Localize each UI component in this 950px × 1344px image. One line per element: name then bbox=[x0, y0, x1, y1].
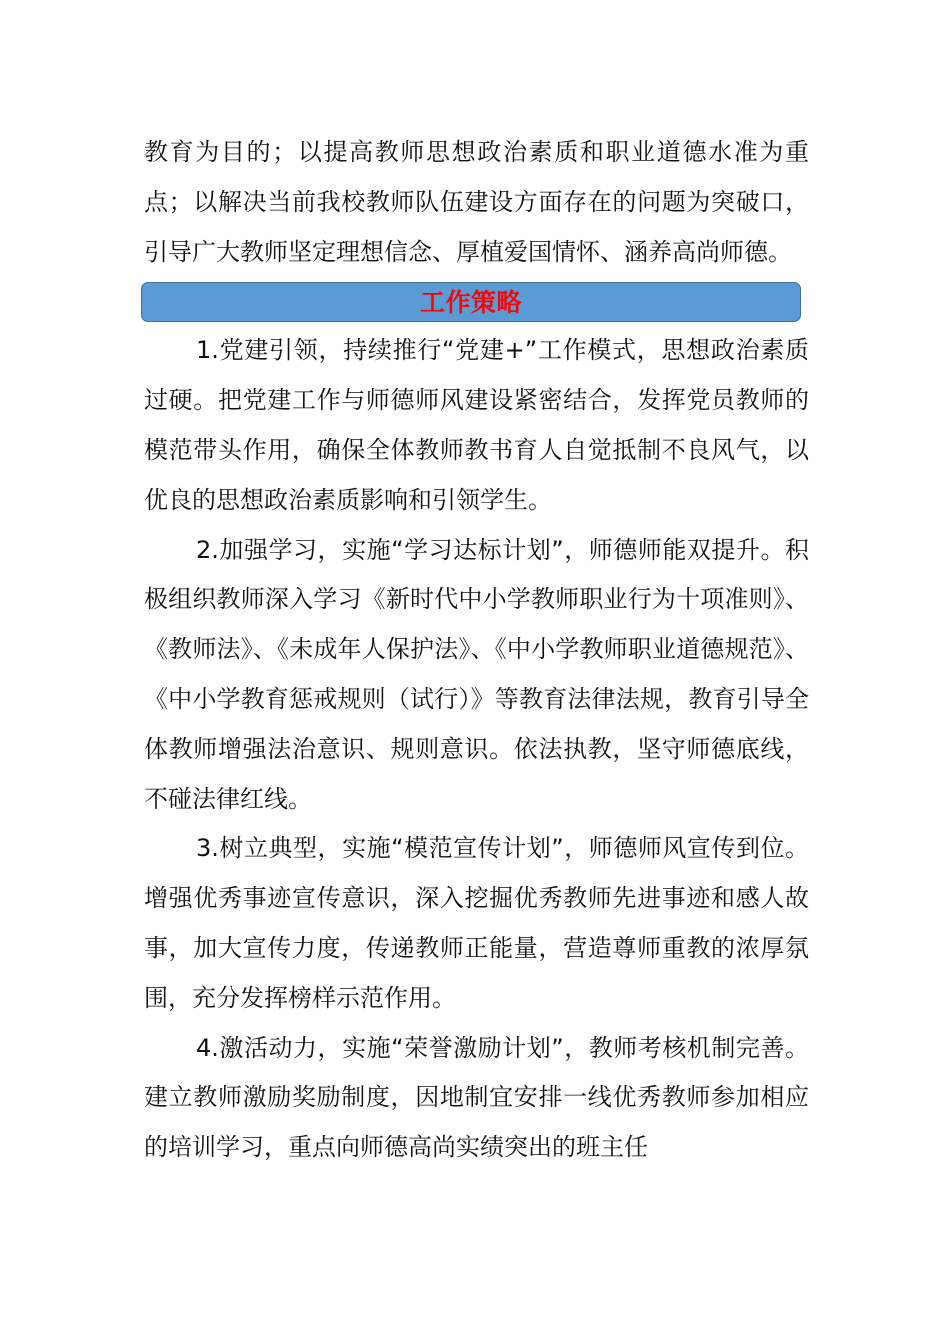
strategy-paragraph-4: 4.激活动力，实施“荣誉激励计划”，教师考核机制完善。建立教师激励奖励制度，因地制宜安排一线优秀教师参加相应的培训学习，重点向师德高尚实绩突出的班主任 bbox=[144, 1033, 809, 1162]
document-body bbox=[144, 128, 809, 1173]
intro-paragraph: 教育为目的；以提高教师思想政治素质和职业道德水准为重点；以解决当前我校教师队伍建设方面存在的问题为突破口，引导广大教师坚定理想信念、厚植爱国情怀、涵养高尚师德。 bbox=[144, 138, 809, 266]
section-title: 工作策略 bbox=[419, 287, 522, 317]
strategy-paragraph-2: 2.加强学习，实施“学习达标计划”，师德师能双提升。积极组织教师深入学习《新时代中小学教师职业行为十项准则》、《教师法》、《未成年人保护法》、《中小学教师职业道德规范》、《中小学教育惩戒规则（试行）》等教育法律法规，教育引导全体教师增强法治意识、规则意识。依法执教，坚守师德底线，不碰法律红线。 bbox=[144, 535, 809, 813]
strategy-paragraph-3: 3.树立典型，实施“模范宣传计划”，师德师风宣传到位。增强优秀事迹宣传意识，深入挖掘优秀教师先进事迹和感人故事，加大宣传力度，传递教师正能量，营造尊师重教的浓厚氛围，充分发挥榜样示范作用。 bbox=[144, 834, 809, 1012]
strategy-paragraph-1: 1.党建引领，持续推行“党建+”工作模式，思想政治素质过硬。把党建工作与师德师风建设紧密结合，发挥党员教师的模范带头作用，确保全体教师教书育人自觉抵制不良风气，以优良的思想政治素质影响和引领学生。 bbox=[144, 336, 809, 514]
section-banner bbox=[141, 282, 801, 322]
